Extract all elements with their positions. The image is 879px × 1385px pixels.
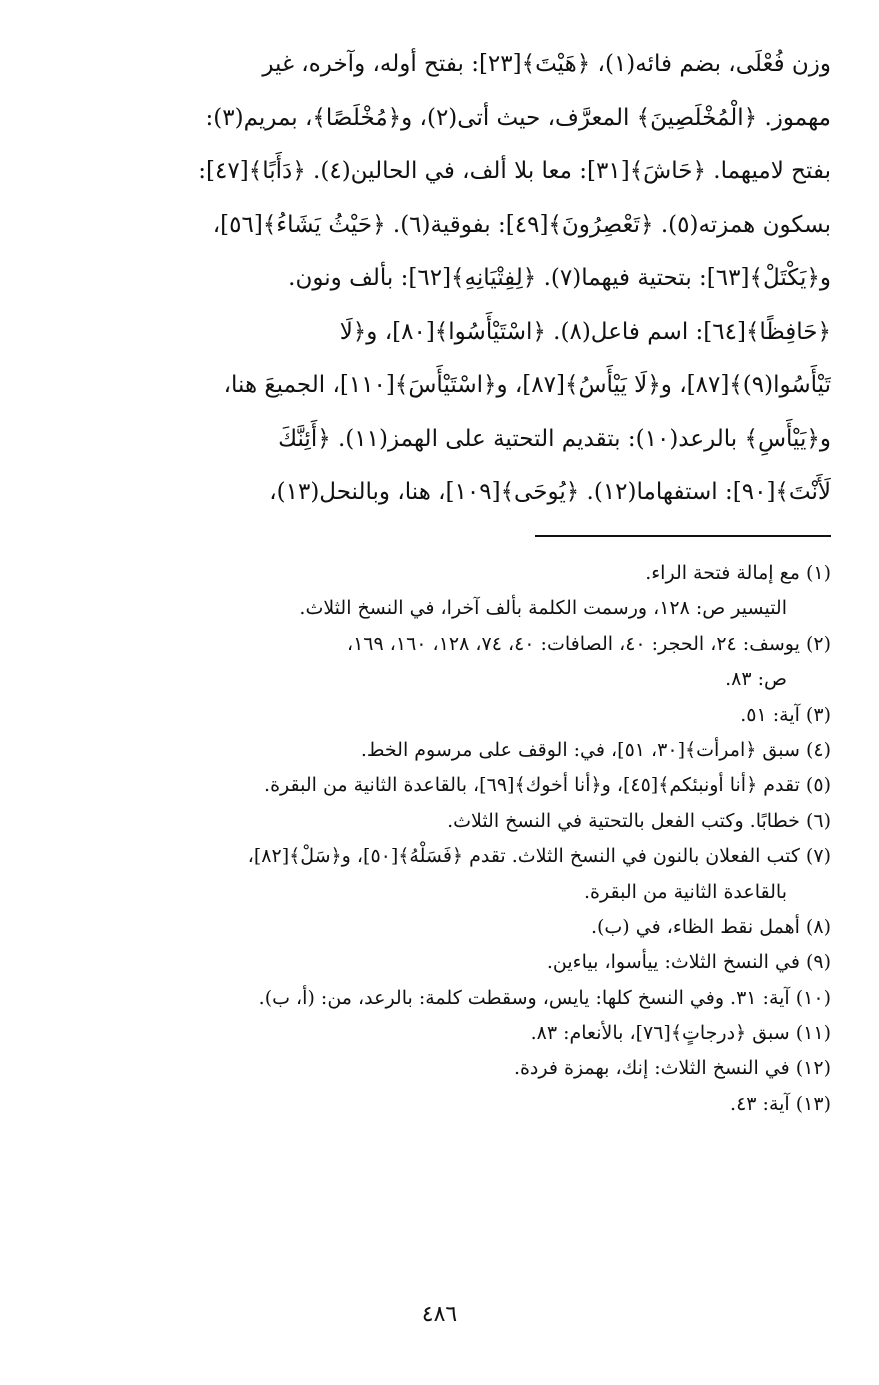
main-text-line: ﴿حَافِظًا﴾[٦٤]: اسم فاعل(٨). ﴿اسْتَيْأَسُوا﴾[٨٠]، و﴿لَا [339,318,831,345]
footnote-9: (٩) في النسخ الثلاث: ييأسوا، بياءين. [546,951,831,974]
footnote-11: (١١) سبق ﴿درجاتٍ﴾[٧٦]، بالأنعام: ٨٣. [530,1022,831,1045]
main-text-line: و﴿يَيْأَسِ﴾ بالرعد(١٠): بتقديم التحتية على الهمز(١١). ﴿أَئِنَّكَ [278,425,831,452]
footnote-5: (٥) تقدم ﴿أنا أونبئكم﴾[٤٥]، و﴿أنا أخوك﴾[٦٩]، بالقاعدة الثانية من البقرة. [264,774,831,797]
main-text-line: لَأَنْتَ﴾[٩٠]: استفهاما(١٢). ﴿يُوحَى﴾[١٠٩]، هنا، وبالنحل(١٣)، [269,479,831,505]
main-text-line: بسكون همزته(٥). ﴿تَعْصِرُونَ﴾[٤٩]: بفوقية(٦). ﴿حَيْثُ يَشَاءُ﴾[٥٦]، [212,211,831,238]
footnotes [48,556,831,1122]
footnote-3: (٣) آية: ٥١. [740,703,831,726]
footnote-1: (١) مع إمالة فتحة الراء. [645,562,831,584]
main-text-line: تَيْأَسُوا(٩)﴾[٨٧]، و﴿لَا يَيْأَسُ﴾[٨٧]، و﴿اسْتَيْأَسَ﴾[١١٠]، الجميعَ هنا، [223,372,831,398]
main-text-line: و﴿يَكْتَلْ﴾[٦٣]: بتحتية فيهما(٧). ﴿لِفِتْيَانِهِ﴾[٦٢]: بألف ونون. [288,265,831,291]
main-text-line: بفتح لاميهما. ﴿حَاشَ﴾[٣١]: معا بلا ألف، في الحالين(٤). ﴿دَأَبًا﴾[٤٧]: [198,158,831,184]
footnote-12: (١٢) في النسخ الثلاث: إنك، بهمزة فردة. [513,1057,831,1080]
footnote-4: (٤) سبق ﴿امرأت﴾[٣٠، ٥١]، في: الوقف على مرسوم الخط. [360,738,831,761]
footnote-10: (١٠) آية: ٣١. وفي النسخ كلها: يايس، وسقطت كلمة: بالرعد، من: (أ، ب). [258,986,831,1009]
book-page [48,38,831,1345]
page-number: ٤٨٦ [421,1302,458,1327]
footnote-1-continuation: التيسير ص: ١٢٨، ورسمت الكلمة بألف آخرا، في النسخ الثلاث. [299,597,787,620]
footnote-13: (١٣) آية: ٤٣. [730,1092,831,1115]
main-text-line: وزن فُعْلَى، بضم فائه(١)، ﴿هَيْتَ﴾[٢٣]: بفتح أوله، وآخره، غير [262,51,831,77]
footnote-2: (٢) يوسف: ٢٤، الحجر: ٤٠، الصافات: ٤٠، ٧٤، ١٢٨، ١٦٠، ١٦٩، [346,632,831,655]
footnote-7-continuation: بالقاعدة الثانية من البقرة. [584,880,787,903]
footnote-2-continuation: ص: ٨٣. [725,668,787,691]
footnote-8: (٨) أهمل نقط الظاء، في (ب). [590,915,831,938]
main-text-line: مهموز. ﴿الْمُخْلَصِينَ﴾ المعرَّف، حيث أتى(٢)، و﴿مُخْلَصًا﴾، بمريم(٣): [205,104,831,131]
footnote-separator [535,535,831,537]
footnote-7: (٧) كتب الفعلان بالنون في النسخ الثلاث. تقدم ﴿فَسَلْهُ﴾[٥٠]، و﴿سَلْ﴾[٨٢]، [247,845,831,868]
footnote-6: (٦) خطابًا. وكتب الفعل بالتحتية في النسخ الثلاث. [447,809,831,832]
main-text [48,38,831,520]
